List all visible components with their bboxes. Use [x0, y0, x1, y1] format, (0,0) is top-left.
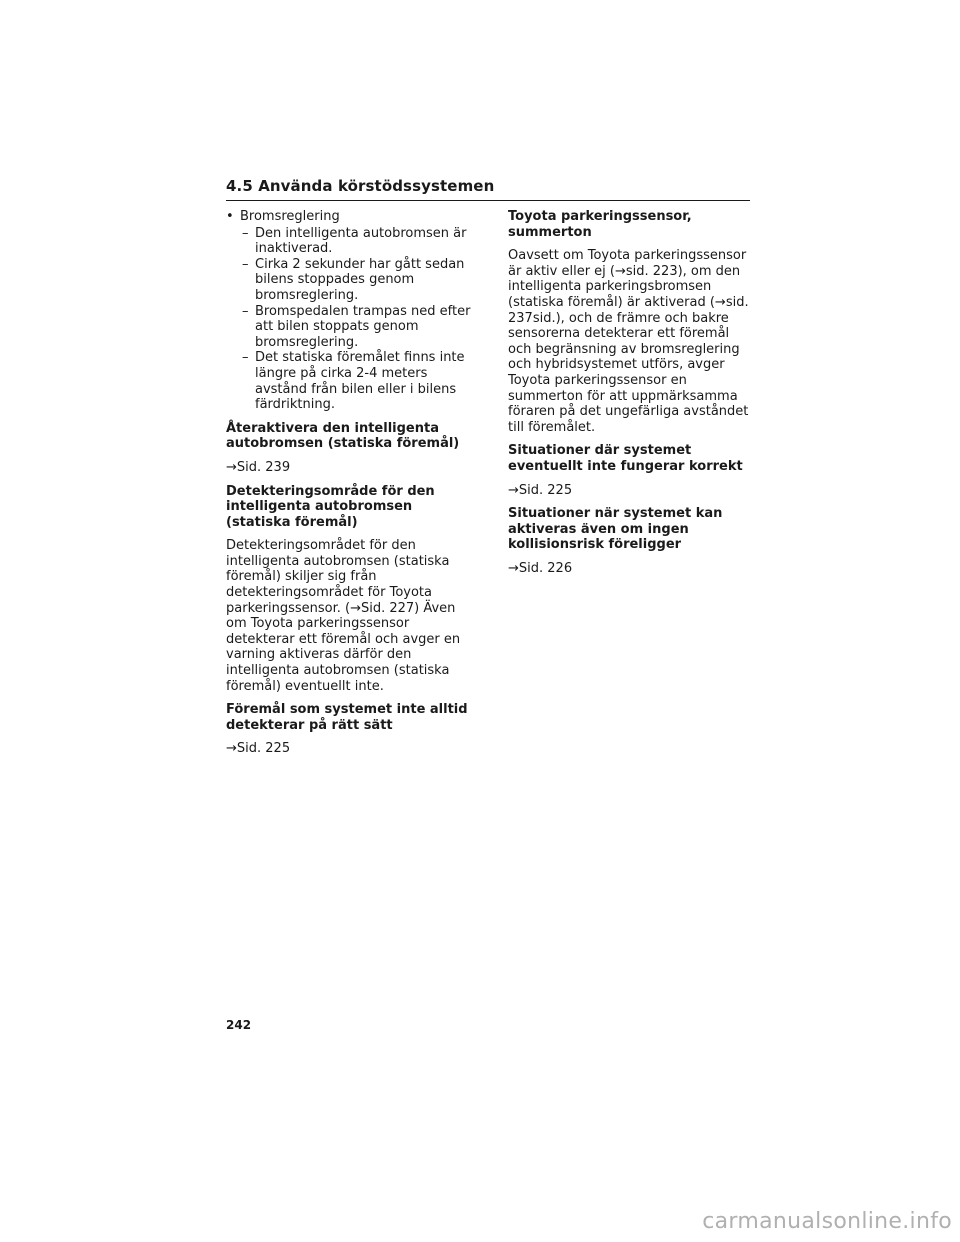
reference-text: Sid. 225 — [236, 741, 291, 757]
left-column — [226, 209, 472, 765]
sub-item-text: Bromspedalen trampas ned efter att bilen stoppats genom bromsreglering. — [255, 303, 471, 350]
buzzer-paragraph: Oavsett om Toyota parkeringssensor är aktiv eller ej (→sid. 223), om den intelligenta parkeringsbromsen (statiska föremål) är aktiverad (→sid. 237sid.), och de främre och bakre sensorerna detekterar ett föremål och begränsning av bromsreglering och hybridsystemet utförs, avger Toyota parkeringssensor en summerton för att uppmärksamma föraren på det ungefärliga avståndet till föremålet. — [508, 248, 749, 435]
reference-text: Sid. 225 — [518, 482, 573, 498]
arrow-icon: → — [508, 560, 519, 576]
sub-list — [226, 226, 472, 413]
arrow-icon: → — [226, 741, 237, 757]
bullet-marker: • — [226, 209, 234, 224]
dash-marker: – — [242, 303, 249, 319]
sub-item — [226, 350, 472, 412]
heading-reactivate: Återaktivera den intelligenta autobromsen (statiska föremål) — [226, 420, 460, 452]
arrow-icon: → — [226, 459, 237, 475]
heading-detection: Detekteringsområde för den intelligenta autobromsen (statiska föremål) — [226, 483, 435, 530]
sub-item-text: Det statiska föremålet finns inte längre på cirka 2-4 meters avstånd från bilen eller i bilens färdriktning. — [255, 350, 465, 413]
page-number: 242 — [226, 1018, 252, 1032]
reference-link[interactable] — [508, 561, 752, 577]
sub-item-text: Den intelligenta autobromsen är inaktiverad. — [255, 225, 467, 257]
right-column — [508, 209, 752, 584]
sub-item — [226, 257, 472, 304]
reference-link[interactable] — [226, 741, 472, 757]
reference-text: Sid. 239 — [236, 459, 291, 475]
section-header — [226, 177, 750, 201]
bullet-label: Bromsreglering — [240, 209, 340, 224]
heading-buzzer: Toyota parkeringssensor, summerton — [508, 209, 692, 240]
dash-marker: – — [242, 350, 249, 366]
sub-item-text: Cirka 2 sekunder har gått sedan bilens stoppades genom bromsreglering. — [255, 256, 465, 303]
sub-item — [226, 226, 472, 257]
arrow-icon: → — [508, 482, 519, 498]
heading-situations: Situationer där systemet eventuellt inte fungerar korrekt — [508, 443, 743, 474]
reference-link[interactable] — [508, 483, 752, 499]
watermark: carmanualsonline.info — [702, 1209, 952, 1234]
sub-item — [226, 304, 472, 351]
dash-marker: – — [242, 225, 249, 241]
detection-paragraph: Detekteringsområdet för den intelligenta autobromsen (statiska föremål) skiljer sig från detekteringsområdet för Toyota parkeringssensor. (→Sid. 227) Även om Toyota parkeringssensor detekterar ett föremål och avger en varning aktiveras därför den intelligenta autobromsen (statiska föremål) eventuellt inte. — [226, 538, 461, 694]
bullet-item — [226, 209, 472, 225]
heading-activation: Situationer när systemet kan aktiveras även om ingen kollisionsrisk föreligger — [508, 506, 723, 553]
section-title: 4.5 Använda körstödssystemen — [226, 177, 495, 195]
reference-text: Sid. 226 — [518, 560, 573, 576]
dash-marker: – — [242, 256, 249, 272]
heading-objects: Föremål som systemet inte alltid detekterar på rätt sätt — [226, 702, 468, 733]
reference-link[interactable] — [226, 460, 472, 476]
